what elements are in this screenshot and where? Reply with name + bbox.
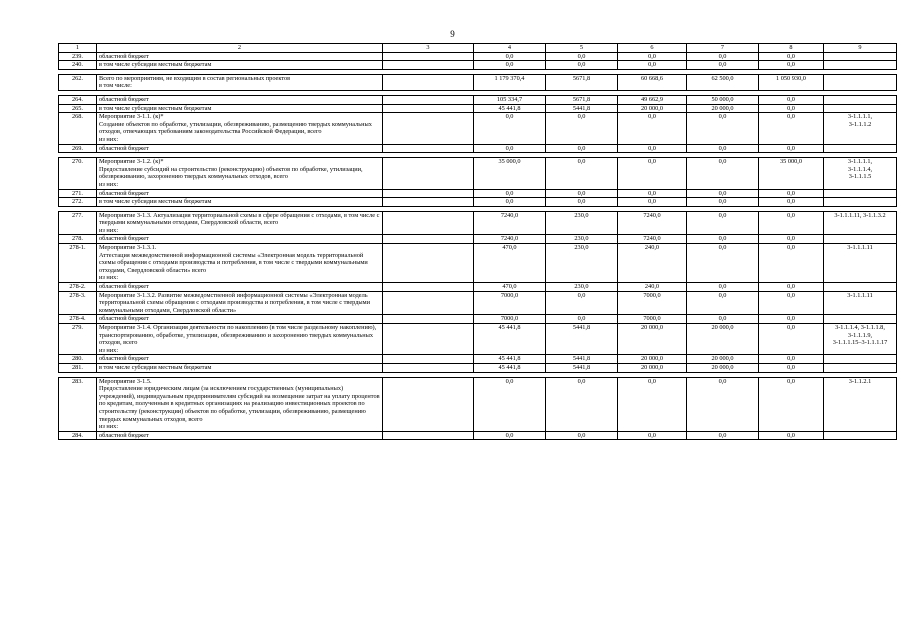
table-row [59, 283, 897, 292]
amount-cell: 20 000,0 [687, 355, 759, 364]
amount-cell: 0,0 [687, 189, 759, 198]
column-3-cell [383, 144, 474, 153]
target-indicator-cell: 3-1.1.1.1, 3-1.1.1.2 [824, 113, 897, 144]
target-indicator-cell [824, 235, 897, 244]
row-description: Всего по мероприятиям, не входящим в состав региональных проектов в том числе: [97, 74, 383, 90]
amount-cell: 0,0 [474, 61, 546, 70]
column-3-cell [383, 74, 474, 90]
column-header: 3 [383, 44, 474, 53]
amount-cell: 0,0 [759, 113, 824, 144]
amount-cell: 230,0 [546, 244, 618, 283]
column-3-cell [383, 158, 474, 189]
amount-cell: 0,0 [474, 189, 546, 198]
column-3-cell [383, 315, 474, 324]
column-3-cell [383, 61, 474, 70]
row-number: 270. [59, 158, 97, 189]
row-number: 271. [59, 189, 97, 198]
amount-cell: 105 334,7 [474, 95, 546, 104]
row-number: 284. [59, 431, 97, 440]
amount-cell: 45 441,8 [474, 324, 546, 355]
row-number: 239. [59, 52, 97, 61]
target-indicator-cell [824, 363, 897, 372]
target-indicator-cell: 3-1.1.1.11 [824, 244, 897, 283]
amount-cell: 0,0 [546, 189, 618, 198]
amount-cell: 7000,0 [618, 315, 687, 324]
amount-cell: 230,0 [546, 283, 618, 292]
row-description: областной бюджет [97, 235, 383, 244]
amount-cell: 7240,0 [474, 211, 546, 235]
amount-cell: 1 179 370,4 [474, 74, 546, 90]
table-header-row [59, 44, 897, 53]
amount-cell: 0,0 [474, 198, 546, 207]
row-description: Мероприятие 3-1.3.2. Развитие межведомственной информационной системы «Электронная модель территориальной схемы обращения с отходами производства и потребления, в том числе с твердыми коммунальными отходами, Свердловской области» [97, 291, 383, 315]
row-number: 277. [59, 211, 97, 235]
amount-cell: 7240,0 [618, 211, 687, 235]
row-description: Мероприятие 3-1.3.1. Аттестация межведомственной информационной системы «Электронная модель территориальной схемы обращения с отходами производства и потребления, в том числе с твердыми коммунальными отходами, Свердловской области» всего из них: [97, 244, 383, 283]
row-description: областной бюджет [97, 95, 383, 104]
row-description: в том числе субсидии местным бюджетам [97, 363, 383, 372]
page-number: 9 [450, 29, 455, 39]
amount-cell: 20 000,0 [687, 363, 759, 372]
column-3-cell [383, 355, 474, 364]
amount-cell: 240,0 [618, 244, 687, 283]
amount-cell: 0,0 [546, 431, 618, 440]
target-indicator-cell [824, 74, 897, 90]
amount-cell: 45 441,8 [474, 363, 546, 372]
table-row [59, 377, 897, 431]
row-number: 272. [59, 198, 97, 207]
row-number: 280. [59, 355, 97, 364]
amount-cell: 0,0 [687, 291, 759, 315]
row-number: 262. [59, 74, 97, 90]
amount-cell: 0,0 [546, 144, 618, 153]
row-number: 278-2. [59, 283, 97, 292]
amount-cell: 20 000,0 [618, 324, 687, 355]
amount-cell: 0,0 [687, 235, 759, 244]
amount-cell: 0,0 [687, 113, 759, 144]
amount-cell: 45 441,8 [474, 355, 546, 364]
target-indicator-cell [824, 198, 897, 207]
amount-cell: 20 000,0 [618, 363, 687, 372]
amount-cell: 0,0 [759, 211, 824, 235]
column-header: 6 [618, 44, 687, 53]
amount-cell: 0,0 [474, 113, 546, 144]
amount-cell: 5441,8 [546, 324, 618, 355]
amount-cell: 20 000,0 [618, 355, 687, 364]
row-number: 278-4. [59, 315, 97, 324]
row-description: в том числе субсидии местным бюджетам [97, 198, 383, 207]
column-3-cell [383, 104, 474, 113]
row-number: 281. [59, 363, 97, 372]
target-indicator-cell: 3-1.1.1.1, 3-1.1.1.4, 3-1.1.1.5 [824, 158, 897, 189]
row-number: 269. [59, 144, 97, 153]
amount-cell: 0,0 [759, 189, 824, 198]
amount-cell: 7000,0 [618, 291, 687, 315]
table-row [59, 324, 897, 355]
amount-cell: 0,0 [546, 315, 618, 324]
program-financing-table [58, 43, 897, 440]
target-indicator-cell [824, 315, 897, 324]
table-row [59, 113, 897, 144]
amount-cell: 49 662,9 [618, 95, 687, 104]
table-row [59, 189, 897, 198]
amount-cell: 0,0 [759, 244, 824, 283]
table-row [59, 244, 897, 283]
table-row [59, 61, 897, 70]
amount-cell: 0,0 [687, 52, 759, 61]
amount-cell: 5441,8 [546, 104, 618, 113]
amount-cell: 1 050 930,0 [759, 74, 824, 90]
column-header: 8 [759, 44, 824, 53]
amount-cell: 0,0 [687, 158, 759, 189]
amount-cell: 470,0 [474, 244, 546, 283]
column-3-cell [383, 283, 474, 292]
row-description: областной бюджет [97, 144, 383, 153]
amount-cell: 45 441,8 [474, 104, 546, 113]
table-row [59, 144, 897, 153]
target-indicator-cell: 3-1.1.1.11 [824, 291, 897, 315]
amount-cell: 0,0 [618, 431, 687, 440]
amount-cell: 0,0 [618, 61, 687, 70]
amount-cell: 0,0 [474, 144, 546, 153]
row-number: 240. [59, 61, 97, 70]
column-3-cell [383, 291, 474, 315]
table-row [59, 198, 897, 207]
row-description: Мероприятие 3-1.1. (к)* Создание объектов по обработке, утилизации, обезвреживанию, размещению твердых коммунальных отходов, отвечающих требованиям законодательства Российской Федерации, всего из них: [97, 113, 383, 144]
row-description: областной бюджет [97, 283, 383, 292]
column-3-cell [383, 324, 474, 355]
column-3-cell [383, 235, 474, 244]
target-indicator-cell: 3-1.1.1.11, 3-1.1.3.2 [824, 211, 897, 235]
target-indicator-cell [824, 355, 897, 364]
target-indicator-cell [824, 52, 897, 61]
table-row [59, 52, 897, 61]
table-row [59, 104, 897, 113]
amount-cell: 0,0 [546, 52, 618, 61]
amount-cell: 230,0 [546, 235, 618, 244]
amount-cell: 5671,8 [546, 74, 618, 90]
amount-cell: 62 500,0 [687, 74, 759, 90]
amount-cell: 7240,0 [618, 235, 687, 244]
amount-cell: 0,0 [546, 61, 618, 70]
table-row [59, 363, 897, 372]
column-header: 2 [97, 44, 383, 53]
target-indicator-cell [824, 104, 897, 113]
amount-cell: 0,0 [759, 355, 824, 364]
amount-cell: 35 000,0 [759, 158, 824, 189]
target-indicator-cell [824, 431, 897, 440]
amount-cell: 0,0 [759, 377, 824, 431]
amount-cell: 35 000,0 [474, 158, 546, 189]
amount-cell: 470,0 [474, 283, 546, 292]
row-description: Мероприятие 3-1.2. (к)* Предоставление субсидий на строительство (реконструкцию) объектов по обработке, утилизации, обезвреживанию, захоронению твердых коммунальных отходов, всего из них: [97, 158, 383, 189]
column-3-cell [383, 377, 474, 431]
column-3-cell [383, 52, 474, 61]
amount-cell: 0,0 [687, 61, 759, 70]
row-description: областной бюджет [97, 431, 383, 440]
column-header: 5 [546, 44, 618, 53]
row-number: 278. [59, 235, 97, 244]
amount-cell: 0,0 [759, 61, 824, 70]
amount-cell: 0,0 [759, 291, 824, 315]
table-row [59, 355, 897, 364]
column-3-cell [383, 244, 474, 283]
amount-cell: 20 000,0 [687, 324, 759, 355]
column-3-cell [383, 431, 474, 440]
amount-cell: 20 000,0 [687, 104, 759, 113]
column-3-cell [383, 211, 474, 235]
table-row [59, 74, 897, 90]
amount-cell: 0,0 [759, 363, 824, 372]
amount-cell: 0,0 [759, 95, 824, 104]
table-row [59, 235, 897, 244]
table-row [59, 315, 897, 324]
amount-cell: 0,0 [687, 144, 759, 153]
amount-cell: 0,0 [759, 52, 824, 61]
row-number: 268. [59, 113, 97, 144]
amount-cell: 0,0 [618, 198, 687, 207]
target-indicator-cell: 3-1.1.2.1 [824, 377, 897, 431]
amount-cell: 0,0 [618, 144, 687, 153]
amount-cell: 230,0 [546, 211, 618, 235]
amount-cell: 7000,0 [474, 291, 546, 315]
row-description: в том числе субсидии местным бюджетам [97, 61, 383, 70]
amount-cell: 240,0 [618, 283, 687, 292]
row-description: областной бюджет [97, 52, 383, 61]
amount-cell: 5441,8 [546, 355, 618, 364]
row-description: Мероприятие 3-1.4. Организация деятельности по накоплению (в том числе раздельному накоплению), транспортированию, обработке, утилизации, обезвреживанию и захоронению твердых коммунальных отходов, всего из них: [97, 324, 383, 355]
amount-cell: 0,0 [618, 377, 687, 431]
amount-cell: 0,0 [687, 211, 759, 235]
amount-cell: 50 000,0 [687, 95, 759, 104]
target-indicator-cell [824, 61, 897, 70]
amount-cell: 0,0 [474, 377, 546, 431]
row-number: 279. [59, 324, 97, 355]
amount-cell: 5441,8 [546, 363, 618, 372]
amount-cell: 0,0 [618, 158, 687, 189]
row-number: 278-3. [59, 291, 97, 315]
column-header: 7 [687, 44, 759, 53]
amount-cell: 0,0 [618, 52, 687, 61]
amount-cell: 0,0 [687, 283, 759, 292]
amount-cell: 0,0 [687, 198, 759, 207]
column-3-cell [383, 113, 474, 144]
target-indicator-cell: 3-1.1.1.4, 3-1.1.1.8, 3-1.1.1.9, 3-1.1.1.15–3-1.1.1.17 [824, 324, 897, 355]
amount-cell: 0,0 [474, 431, 546, 440]
target-indicator-cell [824, 95, 897, 104]
target-indicator-cell [824, 144, 897, 153]
amount-cell: 7000,0 [474, 315, 546, 324]
amount-cell: 0,0 [759, 283, 824, 292]
row-description: областной бюджет [97, 355, 383, 364]
table-row [59, 95, 897, 104]
amount-cell: 5671,8 [546, 95, 618, 104]
row-number: 278-1. [59, 244, 97, 283]
amount-cell: 0,0 [687, 431, 759, 440]
table-row [59, 431, 897, 440]
table-row [59, 211, 897, 235]
amount-cell: 0,0 [546, 377, 618, 431]
amount-cell: 0,0 [759, 324, 824, 355]
amount-cell: 0,0 [759, 235, 824, 244]
target-indicator-cell [824, 283, 897, 292]
amount-cell: 0,0 [618, 113, 687, 144]
row-number: 283. [59, 377, 97, 431]
amount-cell: 0,0 [759, 104, 824, 113]
amount-cell: 20 000,0 [618, 104, 687, 113]
amount-cell: 0,0 [687, 244, 759, 283]
column-3-cell [383, 198, 474, 207]
column-3-cell [383, 189, 474, 198]
amount-cell: 0,0 [546, 198, 618, 207]
table-row [59, 158, 897, 189]
amount-cell: 0,0 [759, 431, 824, 440]
amount-cell: 60 668,6 [618, 74, 687, 90]
row-description: Мероприятие 3-1.5. Предоставление юридическим лицам (за исключением государственных (муниципальных) учреждений), индивидуальным предпринимателям субсидий на возмещение затрат на уплату процентов по кредитам, полученным в кредитных организациях на реализацию инвестиционных проектов по строительству (реконструкции) объектов по обработке, утилизации, обезвреживанию, размещению твердых коммунальных отходов, всего из них: [97, 377, 383, 431]
amount-cell: 0,0 [759, 198, 824, 207]
row-number: 264. [59, 95, 97, 104]
amount-cell: 0,0 [474, 52, 546, 61]
amount-cell: 7240,0 [474, 235, 546, 244]
amount-cell: 0,0 [759, 315, 824, 324]
amount-cell: 0,0 [687, 377, 759, 431]
amount-cell: 0,0 [546, 291, 618, 315]
amount-cell: 0,0 [759, 144, 824, 153]
row-description: в том числе субсидии местным бюджетам [97, 104, 383, 113]
amount-cell: 0,0 [687, 315, 759, 324]
amount-cell: 0,0 [618, 189, 687, 198]
row-description: областной бюджет [97, 189, 383, 198]
column-header: 4 [474, 44, 546, 53]
amount-cell: 0,0 [546, 113, 618, 144]
amount-cell: 0,0 [546, 158, 618, 189]
column-header: 1 [59, 44, 97, 53]
column-3-cell [383, 363, 474, 372]
row-description: областной бюджет [97, 315, 383, 324]
column-3-cell [383, 95, 474, 104]
row-description: Мероприятие 3-1.3. Актуализация территориальной схемы в сфере обращения с отходами, в том числе с твердыми коммунальными отходами, Свердловской области, всего из них: [97, 211, 383, 235]
column-header: 9 [824, 44, 897, 53]
table-row [59, 291, 897, 315]
target-indicator-cell [824, 189, 897, 198]
row-number: 265. [59, 104, 97, 113]
